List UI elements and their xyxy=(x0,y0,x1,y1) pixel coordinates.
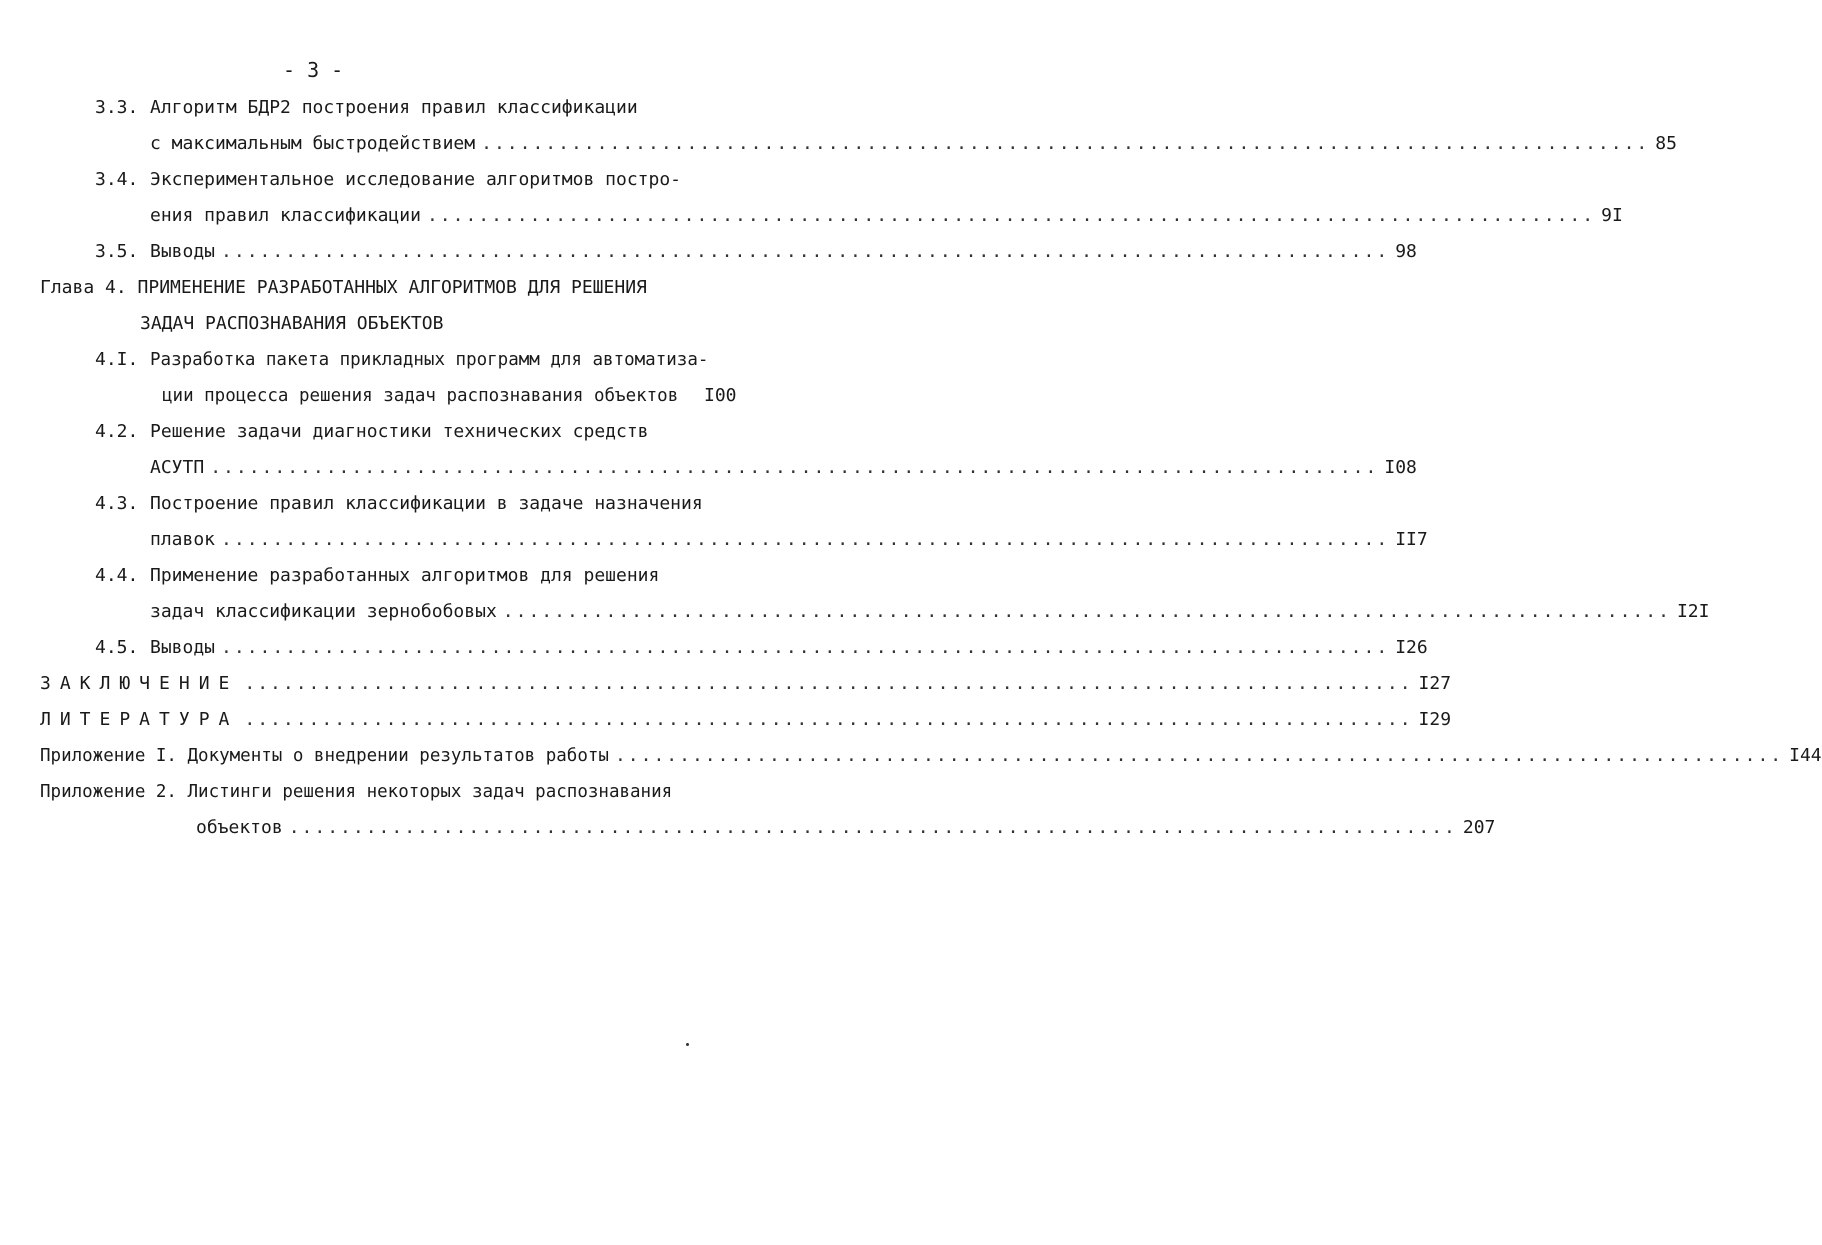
entry-title: Алгоритм БДР2 построения правил классификации xyxy=(150,97,638,118)
toc-literature xyxy=(40,706,1452,734)
entry-page: I08 xyxy=(1384,457,1417,478)
entry-page: I2I xyxy=(1676,601,1710,622)
toc-entry-4-1 xyxy=(95,346,765,374)
entry-title-cont: АСУТП xyxy=(150,457,205,478)
toc-chapter-4 xyxy=(40,274,760,302)
entry-page: 98 xyxy=(1395,241,1417,262)
toc-entry-3-5 xyxy=(95,238,1417,266)
entry-title: Построение правил классификации в задаче назначения xyxy=(150,493,703,514)
toc-entry-4-1-cont xyxy=(162,382,742,410)
entry-page: I26 xyxy=(1395,637,1428,658)
leader-dots: ........................................................................................... xyxy=(481,133,1650,154)
entry-title-cont: задач классификации зернобобовых xyxy=(150,601,497,622)
entry-number: 3.3. xyxy=(95,97,139,118)
entry-title-cont: ения правил классификации xyxy=(150,205,421,226)
conclusion-label: ЗАКЛЮЧЕНИЕ xyxy=(40,673,239,694)
leader-dots: ........................................................................................... xyxy=(244,709,1413,730)
toc-appendix-2 xyxy=(40,778,760,806)
toc-conclusion xyxy=(40,670,1452,698)
toc-entry-4-2 xyxy=(95,418,745,446)
leader-dots: ........................................................................................... xyxy=(426,205,1596,226)
leader-dots: ........................................................................................... xyxy=(221,637,1390,658)
toc-entry-4-4 xyxy=(95,562,745,590)
leader-dots: ........................................................................................... xyxy=(614,745,1784,766)
entry-title: Решение задачи диагностики технических средств xyxy=(150,421,649,442)
literature-label: ЛИТЕРАТУРА xyxy=(40,709,239,730)
entry-page: 9I xyxy=(1601,205,1623,226)
entry-page: 207 xyxy=(1462,817,1496,838)
toc-entry-3-3-cont xyxy=(150,130,1677,158)
entry-page: I44 xyxy=(1789,745,1822,766)
leader-dots: ........................................................................................... xyxy=(502,601,1671,622)
leader-dots: ........................................................................................... xyxy=(288,817,1457,838)
toc-entry-4-2-cont xyxy=(150,454,1417,482)
entry-number: 4.I. xyxy=(95,349,139,370)
toc-appendix-1 xyxy=(40,742,1822,770)
entry-number: 3.5. xyxy=(95,241,139,262)
appendix-title: Приложение 2. Листинги решения некоторых задач распознавания xyxy=(40,782,673,802)
entry-title: Применение разработанных алгоритмов для решения xyxy=(150,565,660,586)
toc-entry-4-3 xyxy=(95,490,745,518)
toc-entry-3-3 xyxy=(95,94,745,122)
entry-page: I27 xyxy=(1418,673,1452,694)
entry-title: Экспериментальное исследование алгоритмов постро- xyxy=(150,169,682,190)
entry-title: Разработка пакета прикладных программ для автоматиза- xyxy=(150,350,709,370)
toc-entry-4-3-cont xyxy=(150,526,1428,554)
entry-number: 4.2. xyxy=(95,421,139,442)
leader-dots: ........................................................................................... xyxy=(221,529,1390,550)
toc-entry-4-4-cont xyxy=(150,598,1710,626)
chapter-title-cont: ЗАДАЧ РАСПОЗНАВАНИЯ ОБЪЕКТОВ xyxy=(140,313,444,334)
entry-title-cont: ции процесса решения задач распознавания объектов xyxy=(162,386,679,406)
entry-page: II7 xyxy=(1395,529,1428,550)
toc-appendix-2-cont xyxy=(196,814,1496,842)
entry-title: Выводы xyxy=(150,637,216,658)
toc-entry-4-5 xyxy=(95,634,1428,662)
stray-mark xyxy=(686,1043,689,1046)
appendix-title-cont: объектов xyxy=(196,817,283,838)
appendix-title: Приложение I. Документы о внедрении результатов работы xyxy=(40,746,609,766)
entry-title-cont: с максимальным быстродействием xyxy=(150,133,476,154)
entry-number: 4.3. xyxy=(95,493,139,514)
entry-number: 3.4. xyxy=(95,169,139,190)
entry-title-cont: плавок xyxy=(150,529,216,550)
leader-dots: ........................................................................................... xyxy=(221,241,1390,262)
leader-dots: ........................................................................................... xyxy=(210,457,1379,478)
entry-page: I00 xyxy=(704,385,737,406)
toc-entry-3-4-cont xyxy=(150,202,1623,230)
leader-dots: ........................................................................................... xyxy=(244,673,1413,694)
page-number: - 3 - xyxy=(283,58,344,82)
toc-chapter-4-cont xyxy=(140,310,740,338)
entry-title: Выводы xyxy=(150,241,216,262)
chapter-title: Глава 4. ПРИМЕНЕНИЕ РАЗРАБОТАННЫХ АЛГОРИТМОВ ДЛЯ РЕШЕНИЯ xyxy=(40,277,647,298)
toc-entry-3-4 xyxy=(95,166,745,194)
entry-page: 85 xyxy=(1655,133,1677,154)
entry-number: 4.5. xyxy=(95,637,139,658)
entry-page: I29 xyxy=(1418,709,1452,730)
entry-number: 4.4. xyxy=(95,565,139,586)
